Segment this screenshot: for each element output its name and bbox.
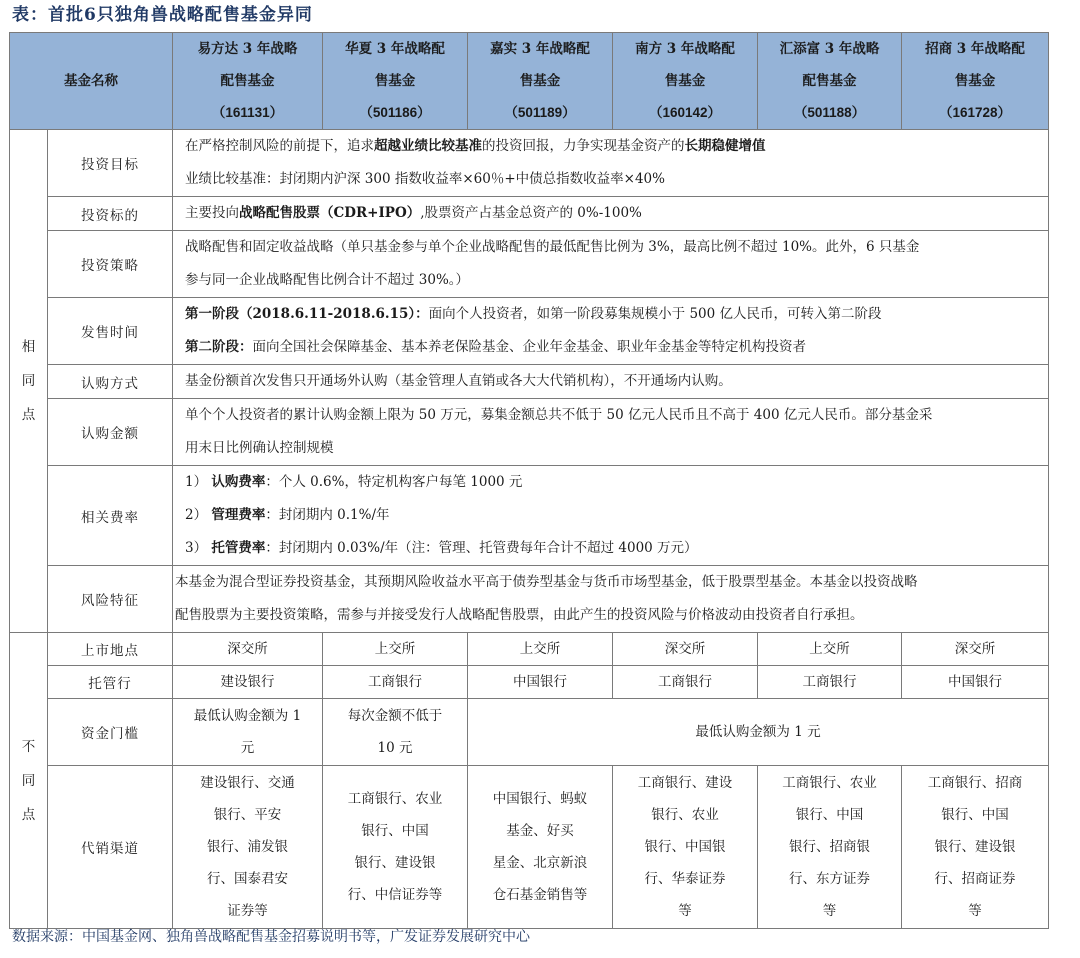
row-content (173, 298, 1049, 365)
cell (758, 766, 902, 929)
cell-line: 工商银行、建设 (637, 775, 733, 791)
cell (173, 766, 323, 929)
row-content (173, 197, 1049, 231)
header-fund-5: 汇添富 3 年战略 配售基金 （501188） (758, 33, 902, 130)
cell-line: 工商银行、农业 (782, 775, 877, 791)
row-listing-venue (10, 633, 1049, 666)
cell-line: 等 (968, 903, 982, 919)
row-distribution-channels (10, 766, 1049, 929)
content-line: 1） 认购费率：个人 0.6%，特定机构客户每笔 1000 元 (185, 474, 523, 490)
content-line: 2） 管理费率：封闭期内 0.1%/年 (185, 507, 390, 523)
content-line: 业绩比较基准：封闭期内沪深 300 指数收益率×60％+中债总指数收益率×40% (185, 171, 665, 187)
cell: 工商银行 (758, 666, 902, 699)
row-content (173, 365, 1049, 399)
row-label: 投资标的 (48, 197, 173, 231)
row-content (173, 231, 1049, 298)
cell: 深交所 (613, 633, 758, 666)
content-line: 用末日比例确认控制规模 (185, 440, 334, 456)
cell: 中国银行 (468, 666, 613, 699)
group-label-different: 不 同 点 (10, 633, 48, 929)
content-line: 基金份额首次发售只开通场外认购（基金管理人直销或各大大代销机构），不开通场内认购。 (185, 373, 732, 389)
content-line: 战略配售和固定收益战略（单只基金参与单个企业战略配售的最低配售比例为 3%，最高比例不超过 10%。此外，6 只基金 (185, 239, 920, 255)
row-label: 投资目标 (48, 130, 173, 197)
cell-line: 银行、平安 (213, 807, 282, 823)
fund-comparison-table (9, 32, 1049, 929)
row-offering-period (10, 298, 1049, 365)
content-line: 单个个人投资者的累计认购金额上限为 50 万元，募集金额总共不低于 50 亿元人民币且不高于 400 亿元人民币。部分基金采 (185, 407, 933, 423)
header-fund-4: 南方 3 年战略配 售基金 （160142） (613, 33, 758, 130)
cell: 建设银行 (173, 666, 323, 699)
cell-line: 工商银行、农业 (347, 791, 443, 807)
cell-line: 银行、中国银 (644, 839, 726, 855)
cell-line: 仓石基金销售等 (492, 887, 588, 903)
cell-line: 行、中信证券等 (347, 887, 443, 903)
cell-line: 银行、招商银 (789, 839, 870, 855)
cell-line: 行、华泰证券 (644, 871, 726, 887)
cell-line: 工商银行、招商 (927, 775, 1023, 791)
row-label: 托管行 (48, 666, 173, 699)
row-label: 发售时间 (48, 298, 173, 365)
content-line: 第二阶段：面向全国社会保障基金、基本养老保险基金、企业年金基金、职业年金基金等特定机构投资者 (185, 339, 806, 355)
row-label: 投资策略 (48, 231, 173, 298)
row-content (173, 466, 1049, 566)
cell (323, 766, 468, 929)
content-line: 3） 托管费率：封闭期内 0.03%/年（注：管理、托管费每年合计不超过 4000 万元） (185, 540, 698, 556)
cell: 工商银行 (323, 666, 468, 699)
content-line: 参与同一企业战略配售比例合计不超过 30%。） (185, 272, 470, 288)
cell: 工商银行 (613, 666, 758, 699)
row-investment-target (10, 197, 1049, 231)
data-source-note: 数据来源：中国基金网、独角兽战略配售基金招募说明书等，广发证券发展研究中心 (12, 929, 530, 945)
row-investment-objective (10, 130, 1049, 197)
header-fund-3: 嘉实 3 年战略配 售基金 （501189） (468, 33, 613, 130)
cell: 上交所 (323, 633, 468, 666)
cell-line: 银行、中国 (361, 823, 429, 839)
row-label: 风险特征 (48, 566, 173, 633)
row-content (173, 566, 1049, 633)
group-label-same: 相 同 点 (10, 130, 48, 633)
content-line: 本基金为混合型证券投资基金，其预期风险收益水平高于债券型基金与货币市场型基金，低于股票型基金。本基金以投资战略 (175, 574, 918, 590)
row-label: 认购方式 (48, 365, 173, 399)
header-fund-1: 易方达 3 年战略 配售基金 （161131） (173, 33, 323, 130)
cell: 深交所 (173, 633, 323, 666)
row-label: 资金门槛 (48, 699, 173, 766)
cell: 每次金额不低于 10 元 (323, 699, 468, 766)
content-line: 配售股票为主要投资策略，需参与并接受发行人战略配售股票，由此产生的投资风险与价格波动由投资者自行承担。 (175, 607, 864, 623)
table-title: 表：首批6只独角兽战略配售基金异同 (12, 5, 313, 25)
cell-line: 星金、北京新浪 (492, 855, 588, 871)
cell-line: 银行、浦发银 (207, 839, 288, 855)
cell (613, 766, 758, 929)
header-fund-name-label: 基金名称 (10, 33, 173, 130)
row-content (173, 399, 1049, 466)
cell-line: 基金、好买 (506, 823, 574, 839)
cell (468, 766, 613, 929)
header-fund-2: 华夏 3 年战略配 售基金 （501186） (323, 33, 468, 130)
cell-line: 银行、农业 (651, 807, 719, 823)
cell-line: 行、国泰君安 (207, 871, 288, 887)
row-fees (10, 466, 1049, 566)
cell-line: 银行、建设银 (354, 855, 436, 871)
content-line: 在严格控制风险的前提下，追求超越业绩比较基准的投资回报，力争实现基金资产的长期稳健增值 (185, 138, 766, 154)
cell: 最低认购金额为 1 元 (173, 699, 323, 766)
cell-line: 银行、建设银 (934, 839, 1016, 855)
row-label: 上市地点 (48, 633, 173, 666)
header-fund-6: 招商 3 年战略配 售基金 （161728） (902, 33, 1049, 130)
row-subscription-method (10, 365, 1049, 399)
cell-line: 银行、中国 (941, 807, 1009, 823)
cell-line: 等 (822, 903, 837, 919)
row-label: 认购金额 (48, 399, 173, 466)
cell: 上交所 (468, 633, 613, 666)
cell: 上交所 (758, 633, 902, 666)
header-row (10, 33, 1049, 130)
cell-line: 中国银行、蚂蚁 (492, 791, 588, 807)
cell-line: 行、招商证券 (934, 871, 1016, 887)
row-minimum-investment (10, 699, 1049, 766)
row-label: 代销渠道 (48, 766, 173, 929)
cell-merged: 最低认购金额为 1 元 (468, 699, 1049, 766)
row-subscription-amount (10, 399, 1049, 466)
cell-line: 银行、中国 (795, 807, 864, 823)
row-investment-strategy (10, 231, 1049, 298)
cell: 中国银行 (902, 666, 1049, 699)
cell-line: 建设银行、交通 (200, 775, 295, 791)
cell-line: 等 (678, 903, 692, 919)
content-line: 第一阶段（2018.6.11-2018.6.15）：面向个人投资者，如第一阶段募集规模小于 500 亿人民币，可转入第二阶段 (185, 306, 882, 322)
content-line: 主要投向战略配售股票（CDR+IPO）,股票资产占基金总资产的 0%-100% (185, 205, 642, 221)
cell-line: 证券等 (227, 903, 268, 919)
row-label: 相关费率 (48, 466, 173, 566)
cell: 深交所 (902, 633, 1049, 666)
row-content (173, 130, 1049, 197)
row-custodian (10, 666, 1049, 699)
row-risk-profile (10, 566, 1049, 633)
cell-line: 行、东方证券 (789, 871, 870, 887)
cell (902, 766, 1049, 929)
